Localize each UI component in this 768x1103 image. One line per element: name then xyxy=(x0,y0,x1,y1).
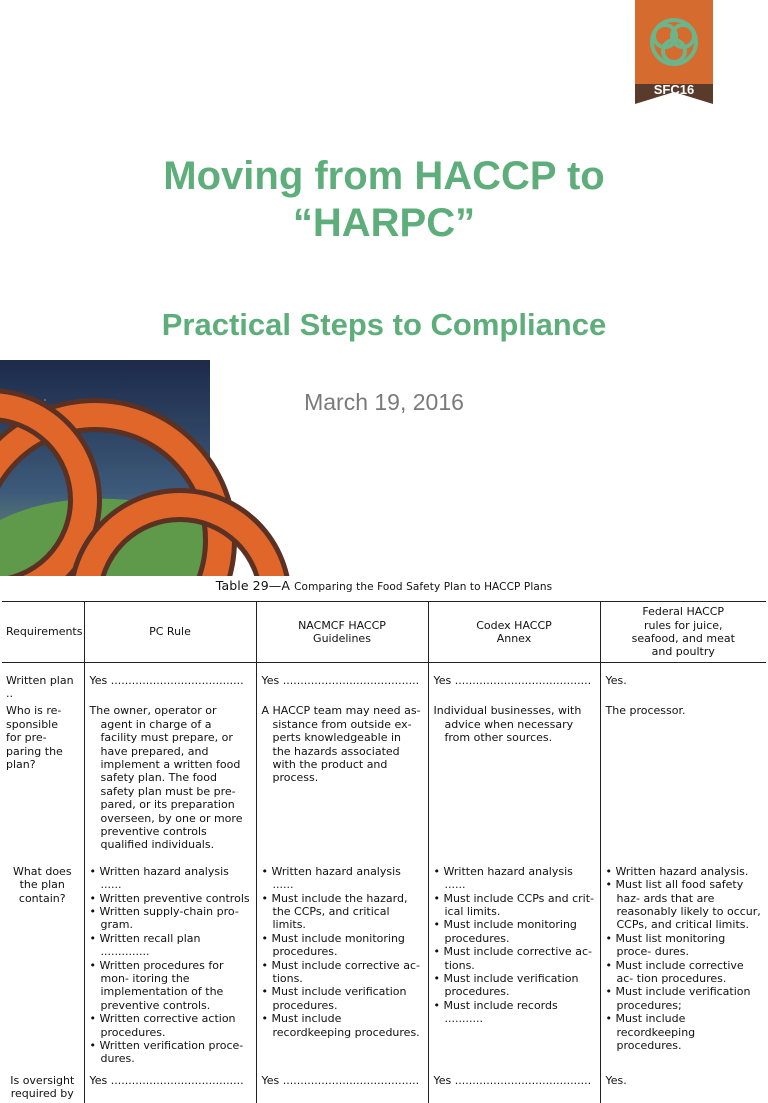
table-row-written-plan xyxy=(2,672,766,703)
cell-pc: Yes ...................................... xyxy=(84,1072,256,1103)
header-nacmcf-line1: NACMCF HACCP xyxy=(298,618,386,632)
cell-pc xyxy=(84,863,256,1068)
cell-pc: Yes ...................................... xyxy=(84,672,256,703)
table-caption xyxy=(0,578,768,593)
slide-date: March 19, 2016 xyxy=(304,389,464,415)
logo-text: SFC16 xyxy=(653,82,695,97)
cell-codex: Yes ....................................... xyxy=(428,1072,600,1103)
list-item: • Written supply-chain pro- gram. xyxy=(89,905,239,932)
list-item: • Must include CCPs and crit- ical limits. xyxy=(433,891,594,918)
caption-rest: Comparing the Food Safety Plan to HACCP Plans xyxy=(294,581,553,593)
slide-subtitle: Practical Steps to Compliance xyxy=(161,307,607,342)
list-item: • Must include corrective ac- tions. xyxy=(433,945,592,972)
list-item: • Must include verification procedures; xyxy=(605,985,751,1012)
cell-req: Written plan .. xyxy=(6,673,74,700)
list-item: • Written hazard analysis ...... xyxy=(433,864,573,892)
slide-title-line-2: “HARPC” xyxy=(292,201,476,245)
caption-prefix: Table 29—A xyxy=(215,578,291,593)
list-item: • Written corrective action procedures. xyxy=(89,1012,236,1039)
list-item: • Must include monitoring procedures. xyxy=(433,918,577,945)
table-row-who xyxy=(2,702,766,853)
list-item: • Written recall plan .............. xyxy=(89,931,201,959)
cell-req: Who is re- sponsible for pre- paring the plan? xyxy=(6,704,63,771)
list-item: • Written preventive controls xyxy=(89,891,250,905)
comparison-table xyxy=(2,601,766,1103)
header-federal-line2: rules for juice, xyxy=(643,618,723,632)
list-item: • Must list all food safety haz- ards that are reasonably likely to occur, CCPs, and critical limits. xyxy=(605,878,761,932)
cell-nacmcf: Yes ....................................... xyxy=(256,1072,428,1103)
header-federal-line3: seafood, and meat xyxy=(631,632,735,645)
list-item: • Written hazard analysis ...... xyxy=(261,864,401,892)
list-item: • Must include corrective ac- tions. xyxy=(261,958,420,986)
list-item: • Must include recordkeeping procedures. xyxy=(261,1012,420,1039)
table-header-row xyxy=(2,602,766,663)
list-item: • Written procedures for mon- itoring the implementation of the preventive controls. xyxy=(89,958,224,1012)
comparison-table-area xyxy=(0,576,768,1101)
list-item: • Must include corrective ac- tion procedures. xyxy=(605,958,744,986)
header-requirements xyxy=(2,602,84,663)
cell-nacmcf: A HACCP team may need as- sistance from outside ex- perts knowledgeable in the hazards associated with the product and process. xyxy=(256,702,428,853)
list-item: • Must include records ........... xyxy=(433,998,558,1026)
cell-nacmcf xyxy=(256,863,428,1068)
cell-req: What does the plan contain? xyxy=(12,864,72,905)
sfc-logo xyxy=(635,0,713,104)
list-item: • Written hazard analysis ...... xyxy=(89,864,229,892)
header-federal-line1: Federal HACCP xyxy=(642,605,725,619)
header-pc-rule-text: PC Rule xyxy=(149,625,191,639)
cell-federal xyxy=(600,863,766,1068)
list-item: • Must include verification procedures. xyxy=(261,985,407,1012)
table-row-contain xyxy=(2,863,766,1068)
header-federal-line4: and poultry xyxy=(651,645,715,659)
header-nacmcf xyxy=(256,602,428,663)
slide-title-line-1: Moving from HACCP to xyxy=(163,154,605,198)
list-item: • Must include monitoring procedures. xyxy=(261,931,405,959)
list-item: • Written verification proce- dures. xyxy=(89,1039,244,1066)
header-nacmcf-line2: Guidelines xyxy=(313,632,371,645)
list-item: • Must list monitoring proce- dures. xyxy=(605,931,726,959)
list-item: • Written hazard analysis. xyxy=(605,864,749,878)
cell-federal: Yes. xyxy=(600,1072,766,1103)
cell-federal: Yes. xyxy=(600,672,766,703)
cell-codex: Individual businesses, with advice when necessary from other sources. xyxy=(428,702,600,853)
cell-pc: The owner, operator or agent in charge of a facility must prepare, or have prepared, and implement a written food safety plan. The food safety plan must be pre- pared, or its preparation overseen, by one or more preventive controls qualified individuals. xyxy=(84,702,256,853)
header-pc-rule xyxy=(84,602,256,663)
list-item: • Must include the hazard, the CCPs, and critical limits. xyxy=(261,891,408,932)
header-codex-line2: Annex xyxy=(496,632,532,645)
cell-codex xyxy=(428,863,600,1068)
header-codex-line1: Codex HACCP xyxy=(476,618,552,632)
header-codex xyxy=(428,602,600,663)
cell-nacmcf: Yes ....................................... xyxy=(256,672,428,703)
header-requirements-text: Requirements xyxy=(6,625,83,639)
header-federal xyxy=(600,602,766,663)
table-row-oversight xyxy=(2,1072,766,1103)
cell-federal: The processor. xyxy=(600,702,766,853)
list-item: • Must include recordkeeping procedures. xyxy=(605,1012,696,1053)
cell-codex: Yes ....................................... xyxy=(428,672,600,703)
list-item: • Must include verification procedures. xyxy=(433,972,579,999)
cell-req: Is oversight required by xyxy=(10,1073,75,1101)
